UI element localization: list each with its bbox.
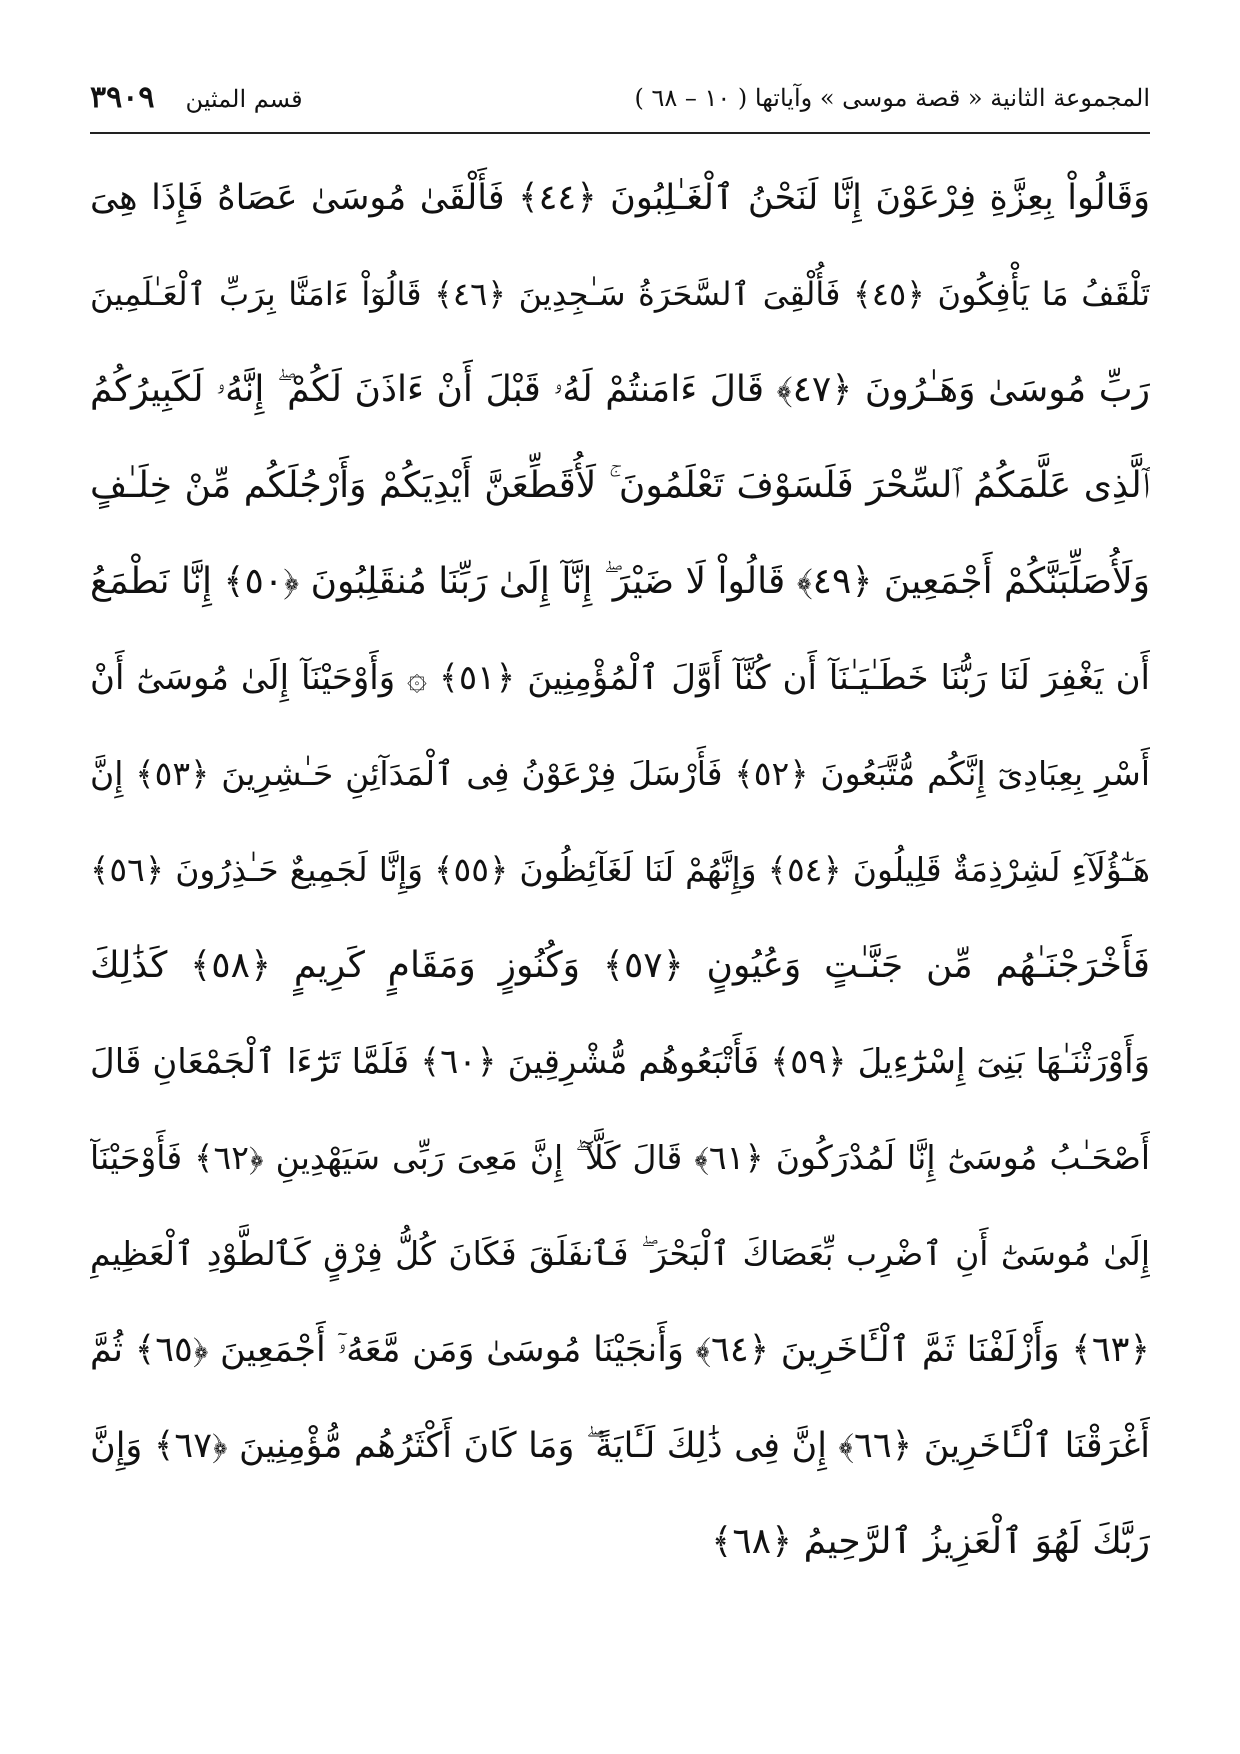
- verse-line: وَأَوْرَثْنَـٰهَا بَنِىٓ إِسْرَٰٓءِيلَ ﴿٥٩﴾ فَأَتْبَعُوهُم مُّشْرِقِينَ ﴿٦٠﴾ فَلَمَّا تَرَٰٓءَا ٱلْجَمْعَانِ قَالَ: [90, 1042, 1150, 1082]
- verse-line: تَلْقَفُ مَا يَأْفِكُونَ ﴿٤٥﴾ فَأُلْقِىَ ٱلسَّحَرَةُ سَـٰجِدِينَ ﴿٤٦﴾ قَالُوٓاْ ءَامَنَّا بِرَبِّ ٱلْعَـٰلَمِينَ: [90, 275, 1150, 313]
- verse-line: هَـٰٓؤُلَآءِ لَشِرْذِمَةٌ قَلِيلُونَ ﴿٥٤﴾ وَإِنَّهُمْ لَنَا لَغَآئِظُونَ ﴿٥٥﴾ وَإِنَّا لَجَمِيعٌ حَـٰذِرُونَ ﴿٥٦﴾: [90, 850, 1150, 889]
- verse-line: رَبِّ مُوسَىٰ وَهَـٰرُونَ ﴿٤٧﴾ قَالَ ءَامَنتُمْ لَهُۥ قَبْلَ أَنْ ءَاذَنَ لَكُمْ ۖ إِنَّهُۥ لَكَبِيرُكُمُ: [90, 369, 1150, 410]
- verse-line: إِلَىٰ مُوسَىٰٓ أَنِ ٱضْرِب بِّعَصَاكَ ٱلْبَحْرَ ۖ فَٱنفَلَقَ فَكَانَ كُلُّ فِرْقٍ كَٱلطَّوْدِ ٱلْعَظِيمِ: [90, 1234, 1150, 1273]
- verse-line: وَلَأُصَلِّبَنَّكُمْ أَجْمَعِينَ ﴿٤٩﴾ قَالُواْ لَا ضَيْرَ ۖ إِنَّآ إِلَىٰ رَبِّنَا مُنقَلِبُونَ ﴿٥٠﴾ إِنَّا نَطْمَعُ: [90, 561, 1150, 602]
- header-divider: [90, 132, 1150, 134]
- verse-line: أَن يَغْفِرَ لَنَا رَبُّنَا خَطَـٰيَـٰنَآ أَن كُنَّآ أَوَّلَ ٱلْمُؤْمِنِينَ ﴿٥١﴾ ۞ وَأَوْحَيْنَآ إِلَىٰ مُوسَىٰٓ أَنْ: [90, 658, 1150, 698]
- page-header: [90, 78, 1150, 126]
- verse-line: ٱلَّذِى عَلَّمَكُمُ ٱلسِّحْرَ فَلَسَوْفَ تَعْلَمُونَ ۚ لَأُقَطِّعَنَّ أَيْدِيَكُمْ وَأَرْجُلَكُم مِّنْ خِلَـٰفٍ: [90, 465, 1150, 506]
- verse-line: وَقَالُواْ بِعِزَّةِ فِرْعَوْنَ إِنَّا لَنَحْنُ ٱلْغَـٰلِبُونَ ﴿٤٤﴾ فَأَلْقَىٰ مُوسَىٰ عَصَاهُ فَإِذَا هِىَ: [90, 178, 1150, 218]
- header-left-group: [90, 78, 303, 122]
- verse-line: أَصْحَـٰبُ مُوسَىٰٓ إِنَّا لَمُدْرَكُونَ ﴿٦١﴾ قَالَ كَلَّآ ۖ إِنَّ مَعِىَ رَبِّى سَيَهْدِينِ ﴿٦٢﴾ فَأَوْحَيْنَآ: [90, 1138, 1150, 1177]
- section-name: قسم المثين: [185, 85, 303, 113]
- verse-line: أَسْرِ بِعِبَادِىٓ إِنَّكُم مُّتَّبَعُونَ ﴿٥٢﴾ فَأَرْسَلَ فِرْعَوْنُ فِى ٱلْمَدَآئِنِ حَـٰشِرِينَ ﴿٥٣﴾ إِنَّ: [90, 754, 1150, 793]
- verse-line: رَبَّكَ لَهُوَ ٱلْعَزِيزُ ٱلرَّحِيمُ ﴿٦٨﴾: [711, 1521, 1150, 1562]
- verse-block: [90, 150, 1150, 1590]
- verse-line: أَغْرَقْنَا ٱلْـَٔاخَرِينَ ﴿٦٦﴾ إِنَّ فِى ذَٰلِكَ لَـَٔايَةً ۖ وَمَا كَانَ أَكْثَرُهُم مُّؤْمِنِينَ ﴿٦٧﴾ وَإِنَّ: [90, 1426, 1150, 1466]
- page-number: ٣٩٠٩: [90, 80, 155, 115]
- header-title: المجموعة الثانية « قصة موسى » وآياتها ( ١٠ – ٦٨ ): [634, 84, 1150, 112]
- verse-line: فَأَخْرَجْنَـٰهُم مِّن جَنَّـٰتٍ وَعُيُونٍ ﴿٥٧﴾ وَكُنُوزٍ وَمَقَامٍ كَرِيمٍ ﴿٥٨﴾ كَذَٰلِكَ: [90, 945, 1150, 986]
- verse-line: ﴿٦٣﴾ وَأَزْلَفْنَا ثَمَّ ٱلْـَٔاخَرِينَ ﴿٦٤﴾ وَأَنجَيْنَا مُوسَىٰ وَمَن مَّعَهُۥٓ أَجْمَعِينَ ﴿٦٥﴾ ثُمَّ: [90, 1330, 1150, 1370]
